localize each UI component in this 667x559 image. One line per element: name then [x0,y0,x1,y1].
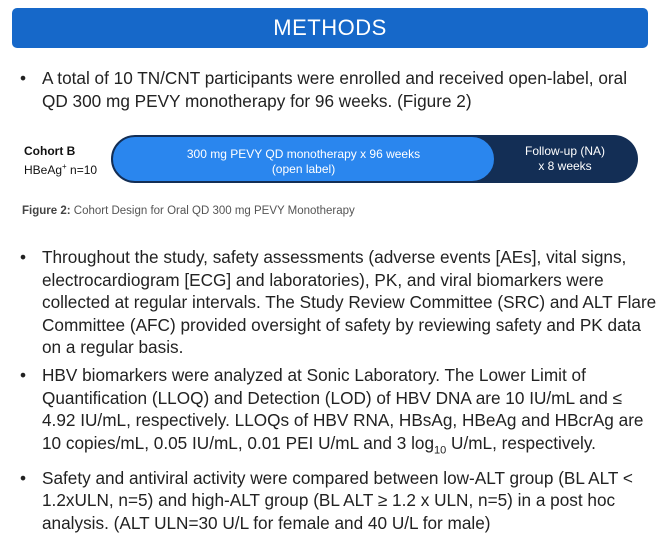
cohort-label [24,144,104,178]
section-header [12,8,648,48]
cohort-subtitle [24,159,104,178]
bullet-text [42,364,644,457]
methods-bullet-list [18,246,657,540]
followup-line-2: x 8 weeks [538,159,592,173]
section-title: METHODS [273,15,387,40]
cohort-antigen: HBeAg [24,163,63,177]
list-item [18,467,657,535]
bullet-text: Throughout the study, safety assessments (adverse events [AEs], vital signs, electrocardiogram [ECG] and laboratories), PK, and viral biomarkers were collected at regular intervals. The Study Review Committee (SRC) and ALT Flare Committee (AFC) provided oversight of safety by reviewing safety and PK data on a regular basis. [42,247,657,358]
bullet-icon: • [20,68,27,88]
figure-caption [22,205,355,217]
cohort-count: n=10 [66,163,98,177]
cohort-title: Cohort B [24,144,76,158]
treatment-line-2: (open label) [271,162,336,176]
treatment-text [113,147,494,177]
caption-text: Cohort Design for Oral QD 300 mg PEVY Monotherapy [70,205,355,217]
intro-bullet-list [18,67,657,112]
treatment-line-1: 300 mg PEVY QD monotherapy x 96 weeks [186,147,421,161]
followup-line-1: Follow-up (NA) [524,144,605,158]
bullet-icon: • [20,364,27,385]
bullet-icon: • [20,247,27,267]
caption-label: Figure 2: [22,205,71,217]
list-item [18,364,657,462]
followup-text [492,144,638,174]
bullet-text-part: HBV biomarkers were analyzed at Sonic Laboratory. The Lower Limit of Quantification (LLOQ) and Detection (LOD) of HBV DNA are 10 IU/mL and ≤ 4.92 IU/mL, respectively. LLOQs of HBV RNA, HBsAg, HBeAg and HBcrAg are 10 copies/mL, 0.05 IU/mL, 0.01 PEI U/mL and 3 log [42,364,644,453]
bullet-text: Safety and antiviral activity were compared between low-ALT group (BL ALT < 1.2xULN, n=5) and high-ALT group (BL ALT ≥ 1.2 x ULN, n=5) in a post hoc analysis. (ALT ULN=30 U/L for female and 40 U/L for male) [42,467,633,533]
list-item [18,246,657,359]
bullet-icon: • [20,467,27,488]
bullet-text: A total of 10 TN/CNT participants were enrolled and received open-label, oral QD 300 mg PEVY monotherapy for 96 weeks. (Figure 2) [42,68,628,111]
bullet-text-part: U/mL, respectively. [446,432,596,453]
cohort-antigen-sup: + [62,162,67,171]
treatment-bar [111,135,496,183]
list-item [18,67,657,112]
log-subscript: 10 [434,444,447,457]
